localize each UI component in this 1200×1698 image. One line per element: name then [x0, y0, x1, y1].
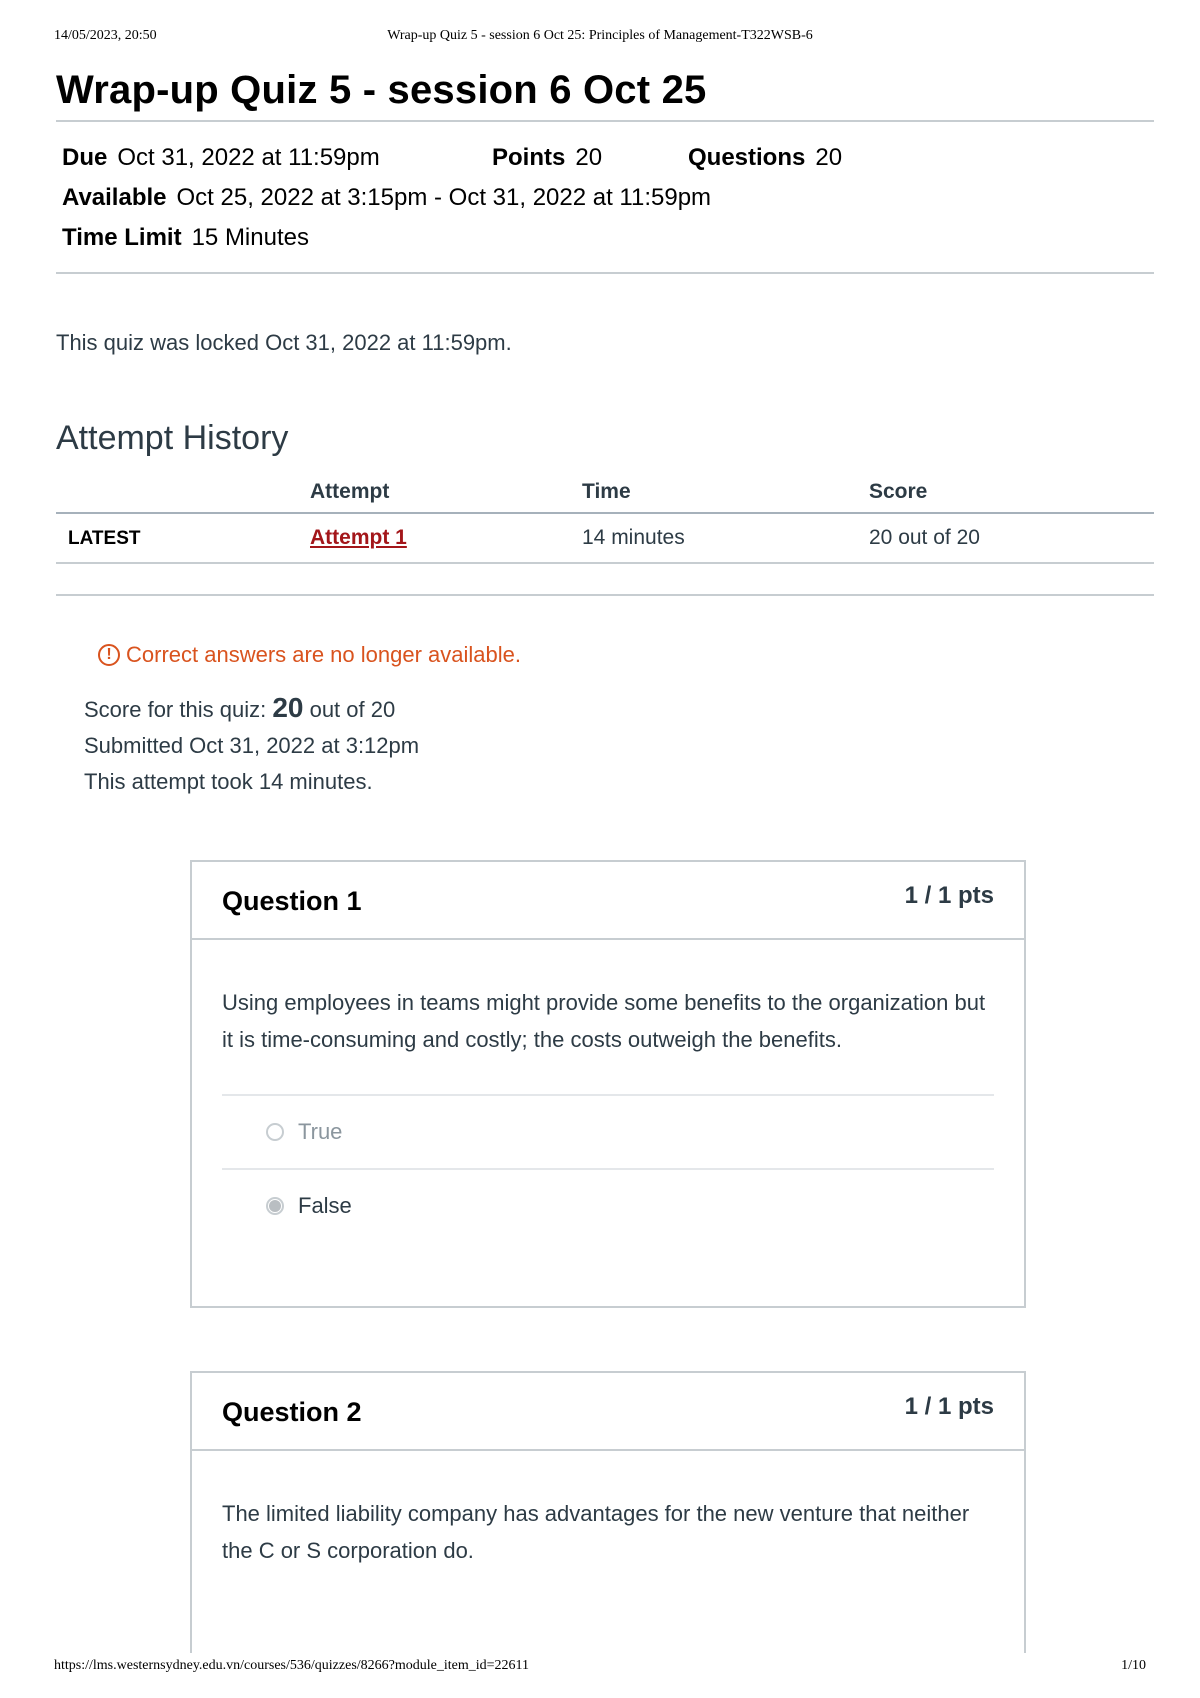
quiz-details [56, 122, 1154, 272]
print-footer [54, 1658, 1146, 1678]
answer-option [222, 1094, 994, 1168]
question-title: Question 2 [222, 1397, 362, 1427]
warning-text: Correct answers are no longer available. [126, 642, 521, 667]
time-limit-label: Time Limit [62, 224, 182, 251]
column-header-attempt: Attempt [310, 470, 582, 513]
column-header [56, 470, 310, 513]
questions-info [688, 138, 842, 178]
attempt-time: 14 minutes [582, 513, 869, 563]
score-prefix: Score for this quiz: [84, 697, 273, 722]
questions-label: Questions [688, 144, 806, 171]
question-title: Question 1 [222, 886, 362, 916]
question-text: The limited liability company has advantages for the new venture that neither the C or S corporation do. [222, 1501, 970, 1563]
question-points: 1 / 1 pts [904, 882, 994, 909]
available-value: Oct 25, 2022 at 3:15pm - Oct 31, 2022 at 11:59pm [176, 184, 712, 211]
answer-option [222, 1168, 994, 1242]
score-suffix: out of 20 [303, 697, 396, 722]
warning-icon: ! [98, 644, 120, 666]
table-row [56, 513, 1154, 563]
divider [56, 594, 1154, 596]
attempt-link[interactable]: Attempt 1 [310, 526, 407, 549]
quiz-content [56, 60, 1154, 800]
correct-answers-warning [98, 642, 1154, 668]
print-page-number: 1/10 [1121, 1658, 1146, 1673]
submitted-time: Submitted Oct 31, 2022 at 3:12pm [84, 733, 420, 758]
column-header-score: Score [869, 470, 1154, 513]
time-limit-value: 15 Minutes [191, 224, 309, 251]
due-value: Oct 31, 2022 at 11:59pm [117, 144, 380, 171]
table-header-row [56, 470, 1154, 513]
answer-label: False [298, 1193, 352, 1218]
column-header-time: Time [582, 470, 869, 513]
available-info [62, 178, 1148, 218]
due-info [62, 138, 492, 178]
attempt-history-table [56, 470, 1154, 564]
print-url: https://lms.westernsydney.edu.vn/courses/536/quizzes/8266?module_item_id=22611 [54, 1658, 530, 1673]
question-points: 1 / 1 pts [904, 1393, 994, 1420]
answer-label: True [298, 1119, 343, 1144]
points-label: Points [492, 144, 566, 171]
due-label: Due [62, 144, 108, 171]
attempt-duration: This attempt took 14 minutes. [84, 769, 373, 794]
quiz-score [84, 690, 1154, 728]
latest-tag: LATEST [68, 528, 141, 549]
divider [56, 272, 1154, 274]
points-value: 20 [575, 144, 603, 171]
questions-value: 20 [815, 144, 843, 171]
question-text: Using employees in teams might provide some benefits to the organization but it is time-consuming and costly; the costs outweigh the benefits. [222, 990, 986, 1052]
available-label: Available [62, 184, 167, 211]
question-header [192, 862, 1024, 940]
time-limit-info [62, 218, 1148, 258]
points-info [492, 138, 688, 178]
print-page-title: Wrap-up Quiz 5 - session 6 Oct 25: Principles of Management-T322WSB-6 [387, 28, 813, 43]
radio-selected-icon [266, 1197, 284, 1215]
quiz-result-summary [84, 690, 1154, 800]
score-value: 20 [272, 692, 304, 723]
question-card [190, 860, 1026, 1308]
print-datetime: 14/05/2023, 20:50 [54, 28, 157, 43]
question-header [192, 1373, 1024, 1451]
print-header [54, 28, 1146, 48]
attempt-history-heading: Attempt History [56, 419, 289, 457]
radio-unselected-icon [266, 1123, 284, 1141]
question-card [190, 1371, 1026, 1653]
answer-list [222, 1094, 994, 1242]
locked-message: This quiz was locked Oct 31, 2022 at 11:59pm. [56, 330, 512, 355]
quiz-title: Wrap-up Quiz 5 - session 6 Oct 25 [56, 68, 707, 112]
attempt-score: 20 out of 20 [869, 513, 1154, 563]
